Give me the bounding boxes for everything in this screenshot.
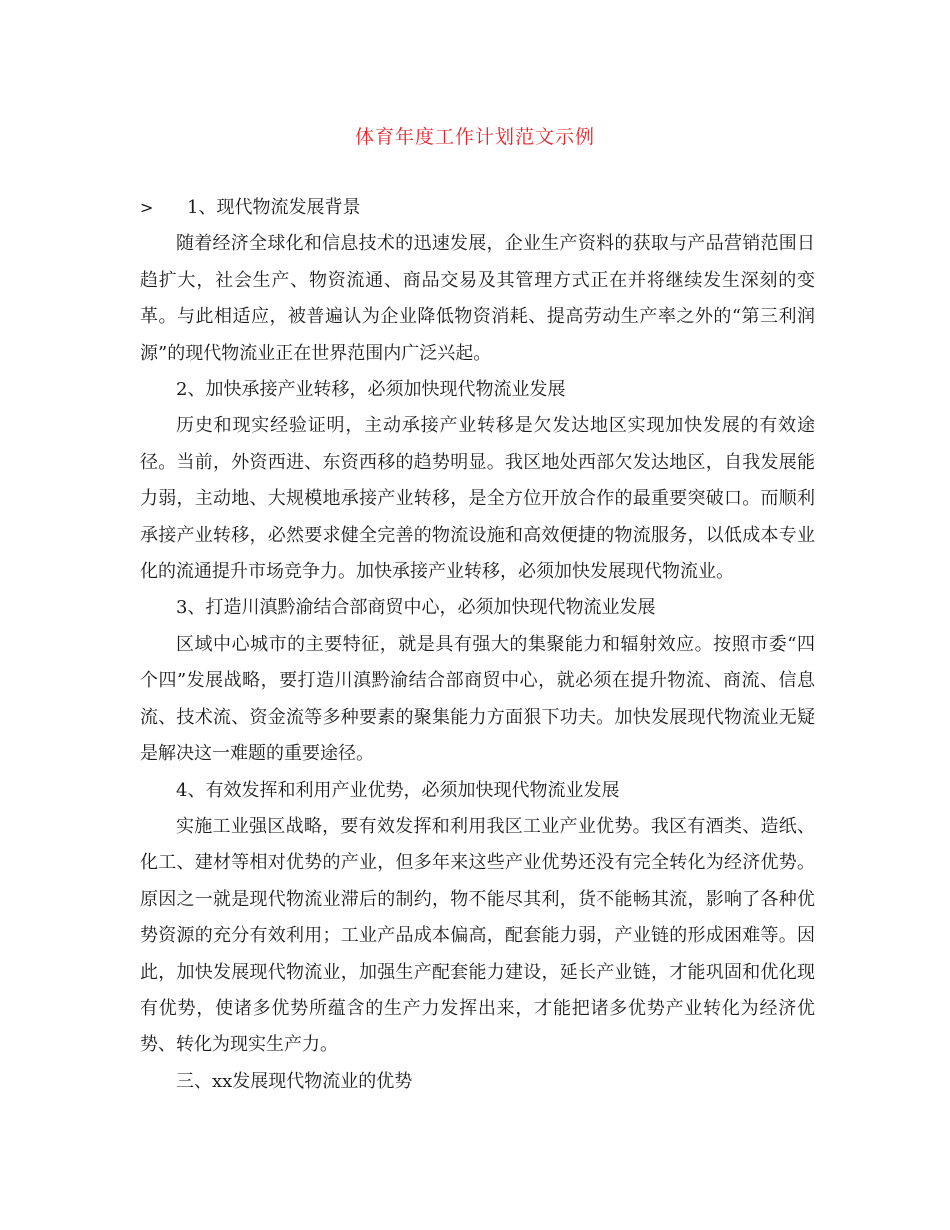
section-heading: 三、xx发展现代物流业的优势 [176,1070,413,1092]
body-paragraph: 历史和现实经验证明，主动承接产业转移是欠发达地区实现加快发展的有效途径。当前，外资西进、东资西移的趋势明显。我区地处西部欠发达地区，自我发展能力弱，主动地、大规模地承接产业转移，是全方位开放合作的最重要突破口。而顺利承接产业转移，必然要求健全完善的物流设施和高效便捷的物流服务，以低成本专业化的流通提升市场竞争力。加快承接产业转移，必须加快发展现代物流业。 [140,415,815,583]
section-heading: 3、打造川滇黔渝结合部商贸中心，必须加快现代物流业发展 [176,597,656,619]
document-title: 体育年度工作计划范文示例 [354,126,595,148]
body-paragraph: 实施工业强区战略，要有效发挥和利用我区工业产业优势。我区有酒类、造纸、化工、建材等相对优势的产业，但多年来这些产业优势还没有完全转化为经济优势。原因之一就是现代物流业滞后的制约，物不能尽其利，货不能畅其流，影响了各种优势资源的充分有效利用；工业产品成本偏高，配套能力弱，产业链的形成困难等。因此，加快发展现代物流业，加强生产配套能力建设，延长产业链，才能巩固和优化现有优势，使诸多优势所蕴含的生产力发挥出来，才能把诸多优势产业转化为经济优势、转化为现实生产力。 [140,815,815,1056]
body-paragraph: 区域中心城市的主要特征，就是具有强大的集聚能力和辐射效应。按照市委“四个四”发展战略，要打造川滇黔渝结合部商贸中心，就必须在提升物流、商流、信息流、技术流、资金流等多种要素的聚集能力方面狠下功夫。加快发展现代物流业无疑是解决这一难题的重要途径。 [140,633,815,765]
section-heading: 4、有效发挥和利用产业优势，必须加快现代物流业发展 [176,779,620,801]
heading-text: 1、现代物流发展背景 [187,197,361,218]
section-heading [140,190,815,226]
bullet-arrow-icon: > [140,198,154,217]
section-heading: 2、加快承接产业转移，必须加快现代物流业发展 [176,379,566,401]
document-body [140,190,815,1100]
body-paragraph: 随着经济全球化和信息技术的迅速发展，企业生产资料的获取与产品营销范围日趋扩大，社会生产、物资流通、商品交易及其管理方式正在并将继续发生深刻的变革。与此相适应，被普遍认为企业降低物资消耗、提高劳动生产率之外的“第三利润源”的现代物流业正在世界范围内广泛兴起。 [140,233,815,364]
